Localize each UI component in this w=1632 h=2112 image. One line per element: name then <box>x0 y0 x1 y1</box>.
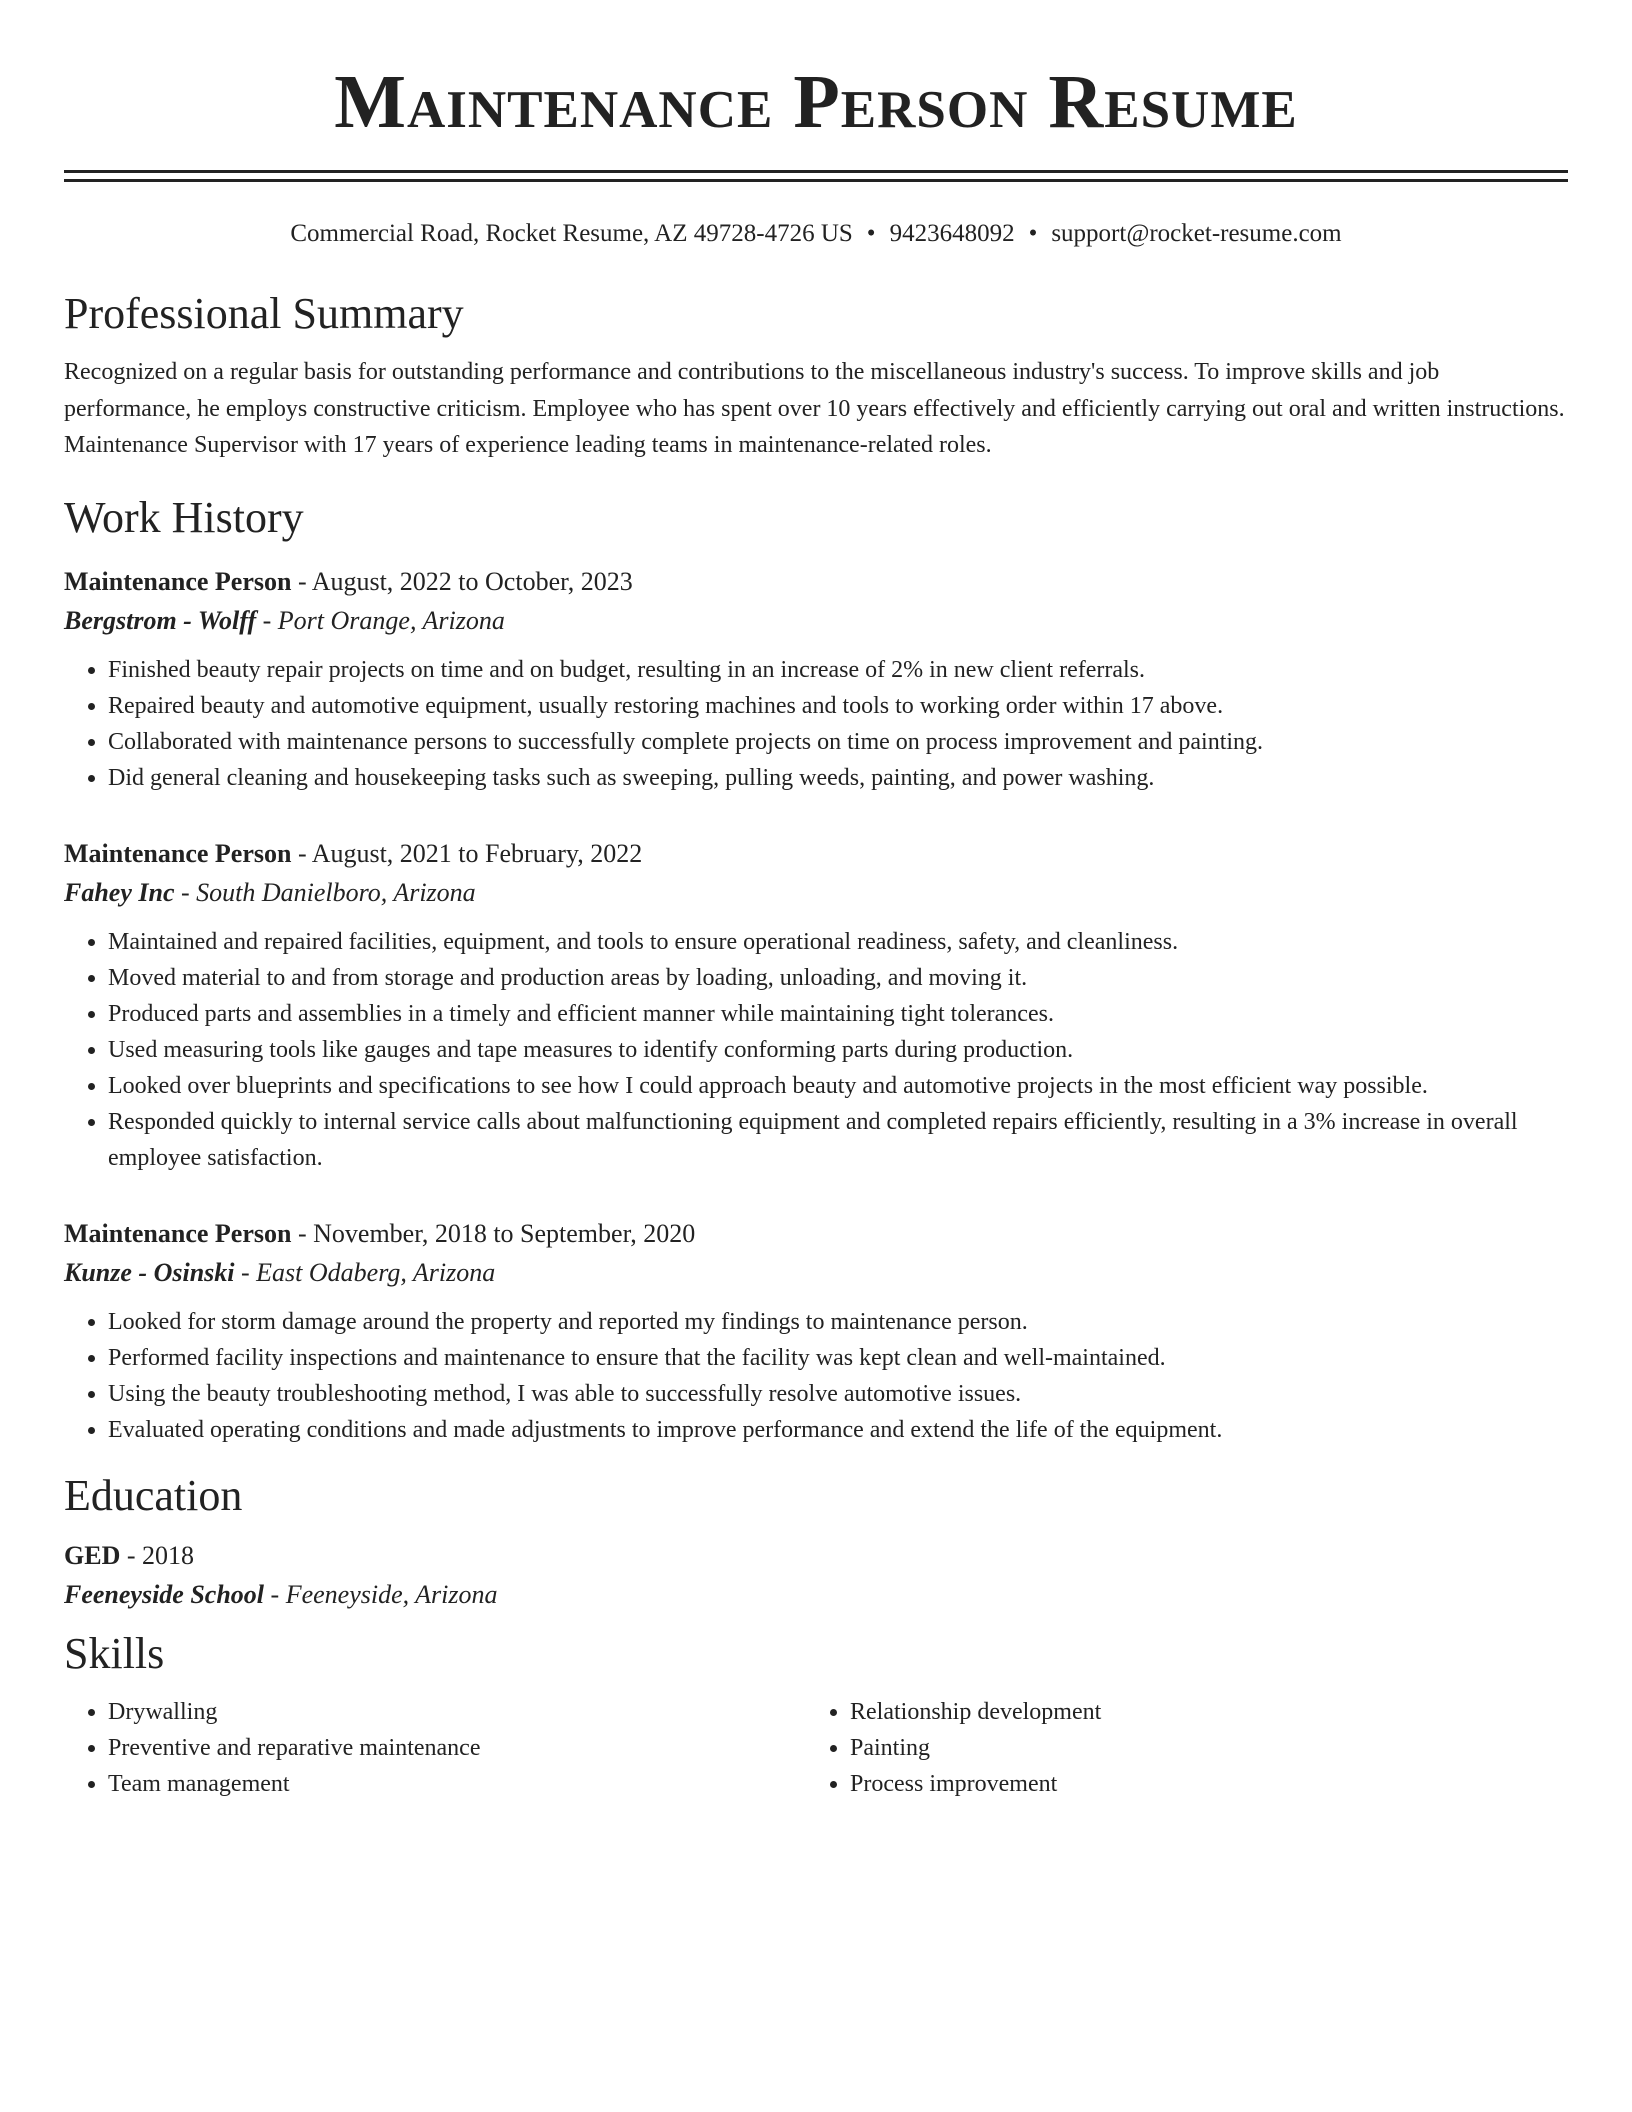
contact-line <box>64 218 1568 250</box>
job-duty: • Finished beauty repair projects on time and on budget, resulting in an increase of 2% in new client referrals. <box>108 652 1568 688</box>
job-duty: • Moved material to and from storage and production areas by loading, unloading, and moving it. <box>108 960 1568 996</box>
skill-item: • Team management <box>108 1766 806 1802</box>
job-duty: • Performed facility inspections and maintenance to ensure that the facility was kept clean and well-maintained. <box>108 1340 1568 1376</box>
job-duty: • Using the beauty troubleshooting method, I was able to successfully resolve automotive issues. <box>108 1376 1568 1412</box>
education-school: Feeneyside School <box>64 1579 265 1609</box>
job-title: Maintenance Person <box>64 1218 292 1248</box>
skills-list <box>64 1694 1568 1802</box>
contact-separator: • <box>1028 220 1038 247</box>
job-entry <box>64 562 1568 796</box>
summary-heading: Professional Summary <box>64 289 464 338</box>
job-dates: - November, 2018 to September, 2020 <box>291 1218 696 1248</box>
skills-column-left <box>64 1694 806 1802</box>
job-duty: • Looked for storm damage around the property and reported my findings to maintenance person. <box>108 1304 1568 1340</box>
skill-item: • Process improvement <box>850 1766 1548 1802</box>
job-company: Fahey Inc <box>64 877 175 907</box>
skill-item: • Drywalling <box>108 1694 806 1730</box>
title-divider-bottom <box>64 179 1568 182</box>
education-degree: GED <box>64 1540 121 1570</box>
job-duties <box>64 1304 1568 1448</box>
summary-text: Recognized on a regular basis for outstanding performance and contributions to the miscellaneous industry's success. To improve skills and job performance, he employs constructive criticism. Employee who has spent over 10 years effectively and efficiently carrying out oral and written instructions. Maintenance Supervisor with 17 years of experience leading teams in maintenance-related roles. <box>64 359 1565 458</box>
contact-separator: • <box>866 220 876 247</box>
job-dates: - August, 2022 to October, 2023 <box>291 566 633 596</box>
education-heading: Education <box>64 1470 243 1520</box>
job-title: Maintenance Person <box>64 566 292 596</box>
job-location: - South Danielboro, Arizona <box>174 877 476 907</box>
job-duty: • Evaluated operating conditions and made adjustments to improve performance and extend the life of the equipment. <box>108 1412 1568 1448</box>
skills-column-right <box>806 1694 1548 1802</box>
skill-item: • Painting <box>850 1730 1548 1766</box>
education-location: - Feeneyside, Arizona <box>264 1579 498 1609</box>
job-entry <box>64 834 1568 1176</box>
job-duty: • Collaborated with maintenance persons to successfully complete projects on time on process improvement and painting. <box>108 724 1568 760</box>
contact-email: support@rocket-resume.com <box>1051 220 1342 247</box>
skills-heading: Skills <box>64 1628 165 1678</box>
job-duty: • Produced parts and assemblies in a timely and efficient manner while maintaining tight tolerances. <box>108 996 1568 1032</box>
job-duty: • Maintained and repaired facilities, equipment, and tools to ensure operational readiness, safety, and cleanliness. <box>108 924 1568 960</box>
job-duties <box>64 924 1568 1176</box>
education-year: - 2018 <box>120 1540 195 1570</box>
job-title: Maintenance Person <box>64 838 292 868</box>
work-history-heading: Work History <box>64 492 304 542</box>
job-company: Bergstrom - Wolff <box>64 605 257 635</box>
resume-title: Maintenance Person Resume <box>334 60 1298 144</box>
job-company: Kunze - Osinski <box>64 1257 235 1287</box>
job-duty: • Repaired beauty and automotive equipment, usually restoring machines and tools to working order within 17 above. <box>108 688 1568 724</box>
contact-address: Commercial Road, Rocket Resume, AZ 49728-4726 US <box>290 220 853 247</box>
job-duty: • Did general cleaning and housekeeping tasks such as sweeping, pulling weeds, painting, and power washing. <box>108 760 1568 796</box>
education-entry <box>64 1536 1568 1614</box>
job-duty: • Looked over blueprints and specifications to see how I could approach beauty and automotive projects in the most efficient way possible. <box>108 1068 1568 1104</box>
job-entry <box>64 1214 1568 1448</box>
job-duty: • Responded quickly to internal service calls about malfunctioning equipment and completed repairs efficiently, resulting in a 3% increase in overall employee satisfaction. <box>108 1104 1568 1176</box>
job-duty: • Used measuring tools like gauges and tape measures to identify conforming parts during production. <box>108 1032 1568 1068</box>
job-location: - East Odaberg, Arizona <box>234 1257 496 1287</box>
job-location: - Port Orange, Arizona <box>256 605 505 635</box>
skill-item: • Preventive and reparative maintenance <box>108 1730 806 1766</box>
job-duties <box>64 652 1568 796</box>
skill-item: • Relationship development <box>850 1694 1548 1730</box>
contact-phone: 9423648092 <box>889 220 1015 247</box>
job-dates: - August, 2021 to February, 2022 <box>291 838 643 868</box>
